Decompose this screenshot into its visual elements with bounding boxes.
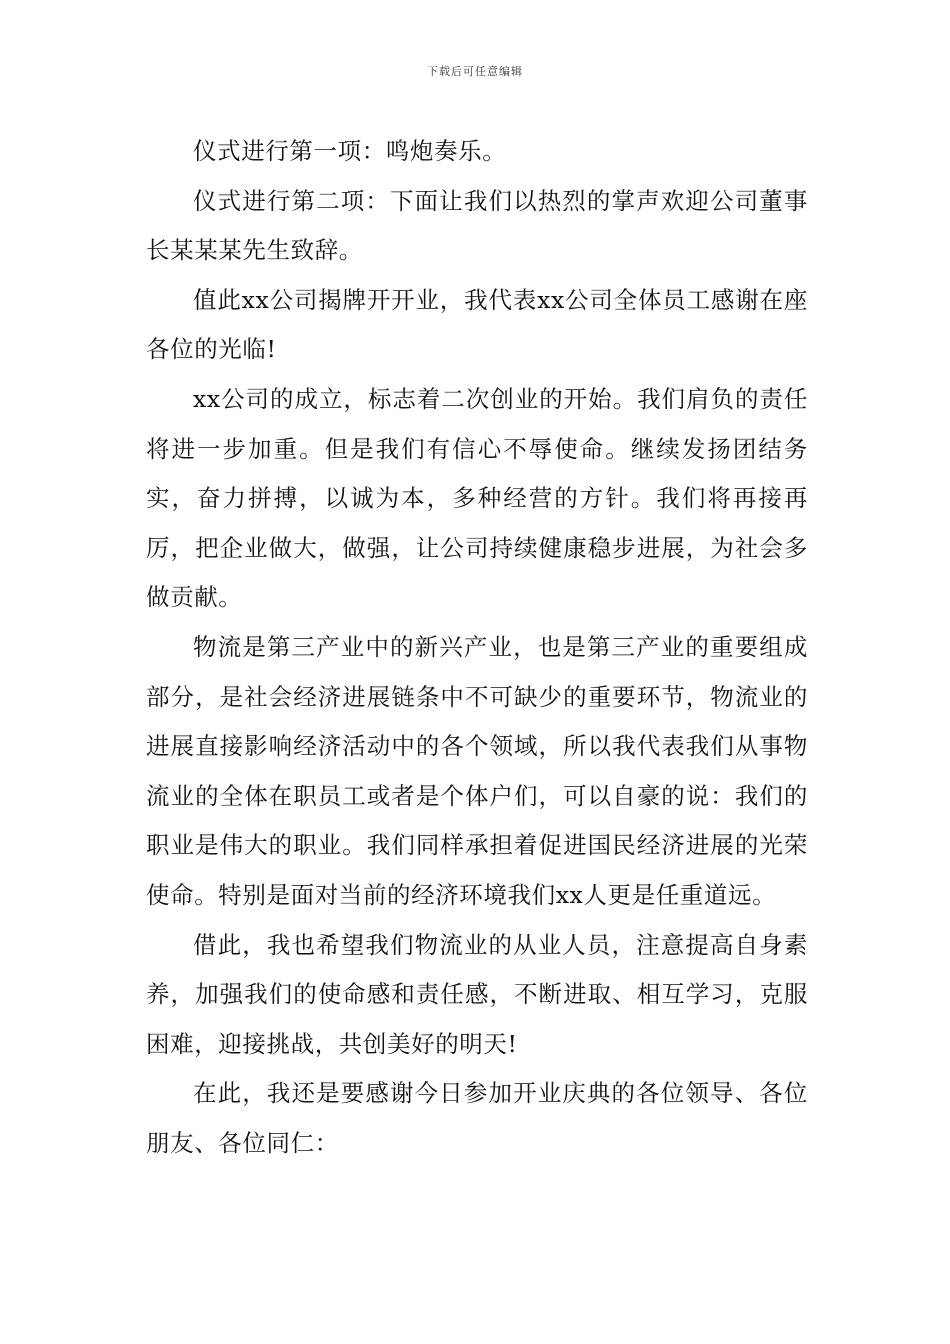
paragraph: 仪式进行第一项：鸣炮奏乐。: [193, 137, 507, 165]
paragraph: 借此，我也希望我们物流业的从业人员，注意提高自身素养，加强我们的使命感和责任感，不断进取、相互学习，克服困难，迎接挑战，共创美好的明天!: [146, 930, 808, 1058]
page-header: 下载后可任意编辑: [427, 65, 523, 78]
paragraph: 物流是第三产业中的新兴产业，也是第三产业的重要组成部分，是社会经济进展链条中不可缺少的重要环节，物流业的进展直接影响经济活动中的各个领域，所以我代表我们从事物流业的全体在职员工或者是个体户们，可以自豪的说：我们的职业是伟大的职业。我们同样承担着促进国民经济进展的光荣使命。特别是面对当前的经济环境我们xx人更是任重道远。: [146, 632, 808, 909]
paragraph: 在此，我还是要感谢今日参加开业庆典的各位领导、各位朋友、各位同仁：: [146, 1079, 808, 1157]
paragraph: 仪式进行第二项：下面让我们以热烈的掌声欢迎公司董事长某某某先生致辞。: [146, 186, 808, 265]
paragraph: xx公司的成立，标志着二次创业的开始。我们肩负的责任将进一步加重。但是我们有信心不辱使命。继续发扬团结务实，奋力拼搏，以诚为本，多种经营的方针。我们将再接再厉，把企业做大，做强，让公司持续健康稳步进展，为社会多做贡献。: [146, 384, 808, 612]
document-body: [146, 127, 808, 1168]
paragraph: 值此xx公司揭牌开开业，我代表xx公司全体员工感谢在座各位的光临!: [146, 285, 808, 364]
